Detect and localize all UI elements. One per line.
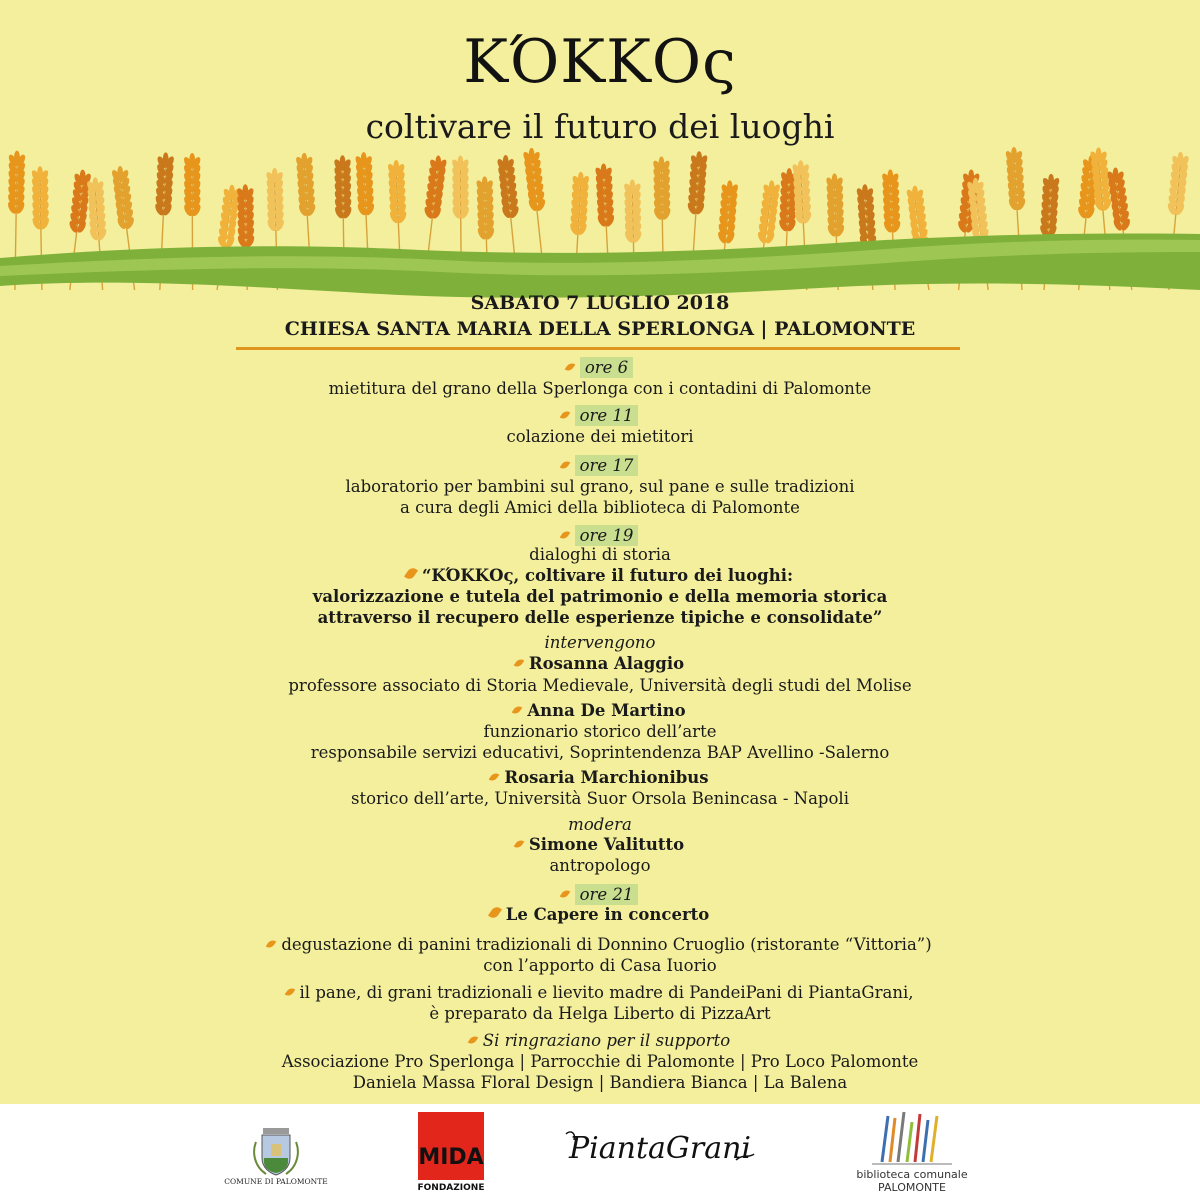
speaker-name: Anna De Martino xyxy=(0,700,1200,721)
thanks-line1: Associazione Pro Sperlonga | Parrocchie di Palomonte | Pro Loco Palomonte xyxy=(281,1052,919,1071)
leaf-icon xyxy=(565,361,576,373)
concert: Le Capere in concerto xyxy=(0,904,1200,925)
comune-crest-icon xyxy=(224,1128,328,1186)
biblioteca-name: biblioteca comunale xyxy=(856,1168,968,1181)
leaf-icon xyxy=(284,986,295,998)
leaf-icon xyxy=(512,704,523,716)
biblioteca-town: PALOMONTE xyxy=(878,1181,946,1194)
leaf-icon xyxy=(514,838,525,850)
time-ore-19 xyxy=(0,525,1200,546)
talk-title-line2: valorizzazione e tutela del patrimonio e della memoria storica xyxy=(312,587,888,606)
activity-breakfast: colazione dei mietitori xyxy=(506,427,694,446)
tasting-line1: degustazione di panini tradizionali di Donnino Cruoglio (ristorante “Vittoria”) xyxy=(0,934,1200,955)
activity-workshop-line2: a cura degli Amici della biblioteca di Palomonte xyxy=(400,498,800,517)
tasting-line2: con l’apporto di Casa Iuorio xyxy=(483,956,717,975)
leaf-icon xyxy=(559,529,570,541)
activity-workshop-line1: laboratorio per bambini sul grano, sul pane e sulle tradizioni xyxy=(345,477,855,496)
thanks-label: Si ringraziano per il supporto xyxy=(0,1030,1200,1051)
leaf-icon xyxy=(559,409,570,421)
leaf-icon xyxy=(488,905,502,920)
time-label: ore 17 xyxy=(575,455,639,476)
dialoghi-label: dialoghi di storia xyxy=(529,545,671,564)
speaker-role: professore associato di Storia Medievale, Università degli studi del Molise xyxy=(288,676,912,695)
piantagrani-wordmark: PiantaGrani xyxy=(568,1131,752,1166)
speaker-role: responsabile servizi educativi, Soprintendenza BAP Avellino -Salerno xyxy=(310,743,890,762)
poster-subtitle: coltivare il futuro dei luoghi xyxy=(365,107,835,146)
fondazione-name: FONDAZIONE xyxy=(417,1183,485,1193)
time-ore-11 xyxy=(0,405,1200,426)
intervengono-label: intervengono xyxy=(544,633,656,652)
modera-label: modera xyxy=(568,815,632,834)
moderator-role: antropologo xyxy=(549,856,651,875)
talk-title-line1: “ΚΌΚΚΟς, coltivare il futuro dei luoghi: xyxy=(0,565,1200,586)
fondazione-logo xyxy=(416,1112,486,1192)
leaf-icon xyxy=(559,888,570,900)
location-underline xyxy=(236,347,960,350)
leaf-icon xyxy=(559,459,570,471)
biblioteca-logo xyxy=(842,1104,982,1196)
speaker-role: funzionario storico dell’arte xyxy=(483,722,717,741)
comune-name: COMUNE DI PALOMONTE xyxy=(224,1177,328,1186)
leaf-icon xyxy=(514,657,525,669)
activity-harvest: mietitura del grano della Sperlonga con i contadini di Palomonte xyxy=(328,379,872,398)
event-date: SABATO 7 LUGLIO 2018 xyxy=(470,292,730,314)
speaker-role: storico dell’arte, Università Suor Orsola Benincasa - Napoli xyxy=(351,789,849,808)
event-location: CHIESA SANTA MARIA DELLA SPERLONGA | PALOMONTE xyxy=(284,318,916,340)
time-ore-17 xyxy=(0,455,1200,476)
leaf-icon xyxy=(489,771,500,783)
speaker-name: Rosanna Alaggio xyxy=(0,653,1200,674)
time-label: ore 11 xyxy=(575,405,639,426)
time-ore-21 xyxy=(0,884,1200,905)
leaf-icon xyxy=(404,566,418,581)
thanks-line2: Daniela Massa Floral Design | Bandiera Bianca | La Balena xyxy=(352,1073,848,1092)
sponsor-logos xyxy=(0,1104,1200,1200)
moderator-name: Simone Valitutto xyxy=(0,834,1200,855)
piantagrani-logo xyxy=(560,1124,760,1176)
poster-title: ΚΌΚΚΟς xyxy=(463,27,737,97)
speaker-name: Rosaria Marchionibus xyxy=(0,767,1200,788)
leaf-icon xyxy=(266,938,277,950)
bread-line2: è preparato da Helga Liberto di PizzaArt xyxy=(429,1004,771,1023)
leaf-icon xyxy=(467,1034,478,1046)
talk-title-line3: attraverso il recupero delle esperienze tipiche e consolidate” xyxy=(317,608,883,627)
time-label: ore 21 xyxy=(575,884,639,905)
time-ore-6 xyxy=(0,357,1200,378)
wheat-field-illustration xyxy=(0,140,1200,310)
bread-line1: il pane, di grani tradizionali e lievito madre di PandeiPani di PiantaGrani, xyxy=(0,982,1200,1003)
time-label: ore 6 xyxy=(580,357,633,378)
books-icon xyxy=(872,1112,952,1164)
fondazione-mark: MIDA xyxy=(418,1145,484,1170)
time-label: ore 19 xyxy=(575,525,639,546)
